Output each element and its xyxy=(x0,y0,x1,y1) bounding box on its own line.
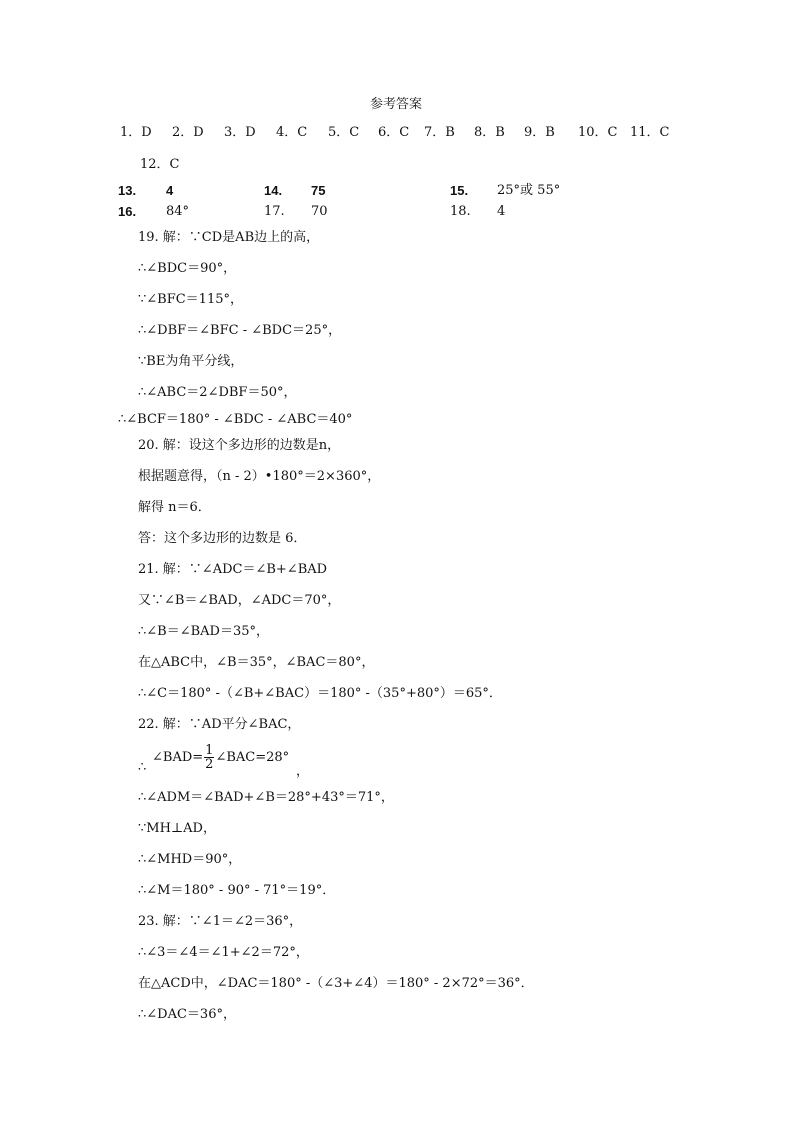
solution-line: ∵∠BFC＝115°， xyxy=(138,292,243,307)
solution-line: 答：这个多边形的边数是 6． xyxy=(138,531,307,546)
formula-bad-half-bac xyxy=(152,744,289,771)
solution-line: ∴∠ADM＝∠BAD+∠B＝28°+43°＝71°， xyxy=(138,790,394,805)
solution-line: ∴∠MHD＝90°， xyxy=(138,852,242,867)
solution-line: 21. 解：∵∠ADC＝∠B+∠BAD xyxy=(138,562,328,577)
solution-line: 23. 解：∵∠1＝∠2＝36°， xyxy=(138,914,303,929)
fill-ans-14: 75 xyxy=(311,183,326,198)
solution-line: ∴∠3＝∠4＝∠1+∠2＝72°， xyxy=(138,945,309,960)
mc-answer-6: 6．C xyxy=(378,125,410,140)
solution-line: ∴∠BDC＝90°， xyxy=(138,261,237,276)
fill-ans-17: 70 xyxy=(311,204,328,219)
solution-line: ∵MH⊥AD， xyxy=(138,821,216,836)
mc-answer-3: 3．D xyxy=(224,125,256,140)
fill-ans-13: 4 xyxy=(166,183,174,198)
fill-num-14: 14. xyxy=(264,183,283,198)
solution-line: 解得 n＝6． xyxy=(138,500,211,515)
solution-line: ∴∠BCF＝180° - ∠BDC - ∠ABC＝40° xyxy=(118,412,353,427)
fraction-numerator: 1 xyxy=(205,743,214,758)
solution-line: ∴∠DAC＝36°， xyxy=(138,1007,236,1022)
solution-line: ∴∠M＝180° - 90° - 71°＝19°． xyxy=(138,883,336,898)
solution-line: ∴∠ABC＝2∠DBF＝50°， xyxy=(138,385,297,400)
solution-line: 又∵∠B＝∠BAD，∠ADC＝70°， xyxy=(138,593,341,608)
therefore-symbol: ∴ xyxy=(138,760,147,775)
solution-line: 22. 解：∵AD平分∠BAC， xyxy=(138,717,301,732)
formula-right: ∠BAC=28° xyxy=(215,750,290,765)
solution-line: 在△ABC中，∠B＝35°，∠BAC＝80°， xyxy=(138,655,375,670)
mc-answer-2: 2．D xyxy=(172,125,204,140)
solution-line: ∴∠C＝180° -（∠B+∠BAC）＝180° -（35°+80°）＝65°． xyxy=(138,686,502,701)
fill-ans-18: 4 xyxy=(497,204,506,219)
fill-num-17: 17. xyxy=(264,204,285,219)
mc-answer-5: 5．C xyxy=(328,125,360,140)
formula-tail: ， xyxy=(296,764,310,779)
fill-num-15: 15. xyxy=(450,183,469,198)
solution-line: 根据题意得，（n - 2）•180°＝2×360°， xyxy=(138,469,381,484)
page-title: 参考答案 xyxy=(370,97,423,112)
mc-answer-11: 11．C xyxy=(630,125,670,140)
fill-num-13: 13. xyxy=(118,183,137,198)
fraction-one-half xyxy=(204,744,214,771)
fill-ans-16: 84° xyxy=(166,204,190,219)
solution-line: ∴∠B＝∠BAD＝35°， xyxy=(138,624,270,639)
solution-line: 19. 解：∵CD是AB边上的高， xyxy=(138,230,320,245)
solution-line: ∴∠DBF＝∠BFC - ∠BDC＝25°， xyxy=(138,323,342,338)
solution-line: 20. 解：设这个多边形的边数是n， xyxy=(138,438,341,453)
fill-num-16: 16. xyxy=(118,204,137,219)
fraction-denominator: 2 xyxy=(205,757,214,772)
mc-answer-10: 10．C xyxy=(578,125,618,140)
mc-answer-8: 8．B xyxy=(474,125,505,140)
formula-left: ∠BAD= xyxy=(152,750,204,765)
mc-answer-9: 9．B xyxy=(524,125,555,140)
mc-answer-4: 4．C xyxy=(276,125,308,140)
solution-line: 在△ACD中，∠DAC＝180° -（∠3+∠4）＝180° - 2×72°＝36°． xyxy=(138,976,534,991)
fill-num-18: 18. xyxy=(450,204,471,219)
mc-answer-12: 12．C xyxy=(140,157,180,172)
mc-answer-1: 1．D xyxy=(120,125,152,140)
solution-line: ∵BE为角平分线， xyxy=(138,354,244,369)
fill-ans-15: 25°或 55° xyxy=(497,183,561,198)
mc-answer-7: 7．B xyxy=(424,125,455,140)
